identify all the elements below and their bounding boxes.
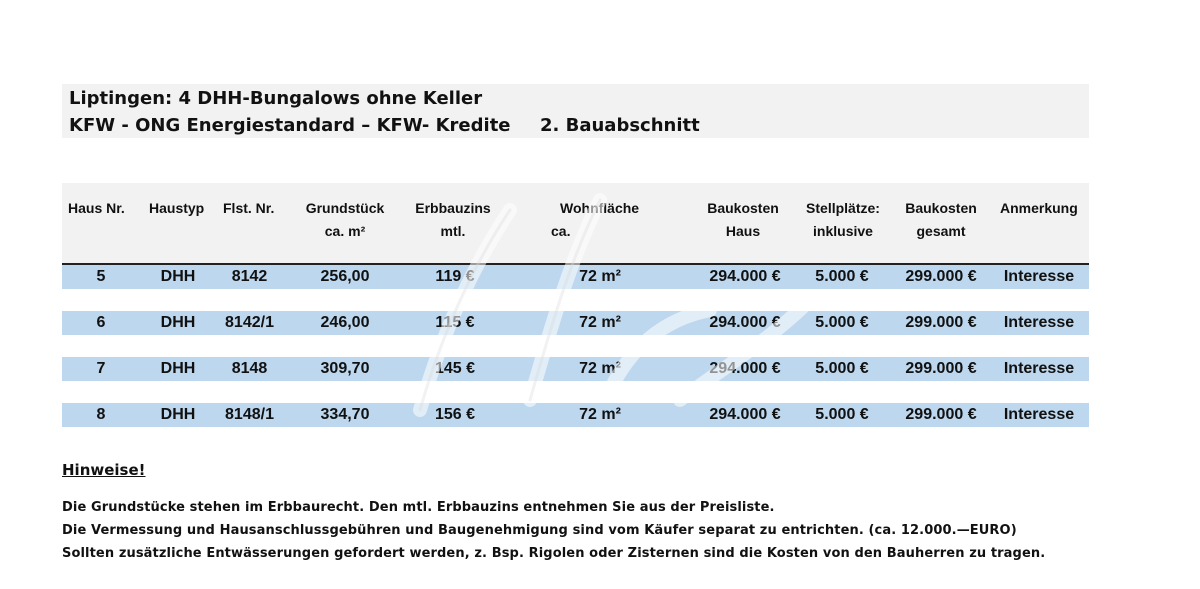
header-stellplaetze: Stellplätze: inklusive	[806, 200, 880, 239]
project-title: Liptingen: 4 DHH-Bungalows ohne Keller	[69, 88, 483, 109]
cell-flst-nr: 8148/1	[225, 406, 274, 423]
cell-haus-nr: 5	[96, 268, 106, 285]
note-line: Die Grundstücke stehen im Erbbaurecht. Den mtl. Erbbauzins entnehmen Sie aus der Preisliste.	[62, 500, 775, 515]
cell-stellplaetze: 5.000 €	[815, 406, 869, 423]
cell-stellplaetze: 5.000 €	[815, 360, 869, 377]
cell-anmerkung: Interesse	[1003, 314, 1075, 331]
header-baukosten-haus: Baukosten Haus	[707, 200, 779, 239]
cell-erbbauzins: 156 €	[434, 406, 476, 423]
cell-wohnflaeche: 72 m²	[579, 314, 621, 331]
cell-haus-nr: 7	[96, 360, 106, 377]
cell-erbbauzins: 115 €	[435, 314, 475, 331]
energy-standard-line: KFW - ONG Energiestandard – KFW- Kredite	[69, 115, 511, 136]
cell-baukosten-haus: 294.000 €	[709, 406, 781, 423]
header-anmerkung: Anmerkung	[1000, 200, 1078, 216]
title-block	[62, 84, 1089, 138]
cell-stellplaetze: 5.000 €	[815, 314, 869, 331]
cell-anmerkung: Interesse	[1003, 360, 1075, 377]
header-haustyp: Haustyp	[149, 200, 205, 216]
cell-erbbauzins: 145 €	[434, 360, 476, 377]
header-wohnflaeche: Wohnfläche ca.	[551, 200, 640, 239]
cell-flst-nr: 8142/1	[225, 314, 274, 331]
cell-baukosten-haus: 294.000 €	[709, 314, 781, 331]
cell-anmerkung: Interesse	[1003, 268, 1075, 285]
cell-haustyp: DHH	[160, 314, 196, 331]
cell-stellplaetze: 5.000 €	[815, 268, 869, 285]
cell-wohnflaeche: 72 m²	[579, 360, 621, 377]
cell-haustyp: DHH	[160, 406, 196, 423]
table-header	[62, 183, 1089, 265]
cell-haus-nr: 8	[96, 406, 106, 423]
cell-haus-nr: 6	[96, 314, 106, 331]
cell-haustyp: DHH	[160, 268, 196, 285]
cell-baukosten-haus: 294.000 €	[709, 360, 781, 377]
table-row	[62, 265, 1089, 289]
cell-baukosten-gesamt: 299.000 €	[905, 406, 977, 423]
cell-flst-nr: 8142	[231, 268, 268, 285]
cell-wohnflaeche: 72 m²	[579, 268, 621, 285]
cell-grundstueck: 309,70	[320, 360, 370, 377]
table-row	[62, 311, 1089, 335]
cell-grundstueck: 334,70	[320, 406, 370, 423]
cell-wohnflaeche: 72 m²	[579, 406, 621, 423]
cell-grundstueck: 256,00	[320, 268, 370, 285]
notes-heading: Hinweise!	[62, 461, 146, 479]
cell-haustyp: DHH	[160, 360, 196, 377]
cell-baukosten-gesamt: 299.000 €	[905, 314, 977, 331]
cell-anmerkung: Interesse	[1003, 406, 1075, 423]
cell-baukosten-haus: 294.000 €	[709, 268, 781, 285]
note-line: Die Vermessung und Hausanschlussgebühren und Baugenehmigung sind vom Käufer separat zu entrichten. (ca. 12.000.—EURO)	[62, 523, 1017, 538]
cell-grundstueck: 246,00	[320, 314, 370, 331]
note-line: Sollten zusätzliche Entwässerungen gefordert werden, z. Bsp. Rigolen oder Zisternen sind die Kosten von den Bauherren zu tragen.	[62, 546, 1046, 561]
header-erbbauzins: Erbbauzins mtl.	[415, 200, 491, 239]
header-grundstueck: Grundstück ca. m²	[305, 200, 385, 239]
header-baukosten-gesamt: Baukosten gesamt	[905, 200, 977, 239]
construction-phase: 2. Bauabschnitt	[540, 115, 700, 136]
cell-erbbauzins: 119 €	[435, 268, 475, 285]
cell-flst-nr: 8148	[231, 360, 268, 377]
table-row	[62, 403, 1089, 427]
header-flst-nr: Flst. Nr.	[223, 200, 275, 216]
header-haus-nr: Haus Nr.	[68, 200, 125, 216]
cell-baukosten-gesamt: 299.000 €	[905, 268, 977, 285]
table-row	[62, 357, 1089, 381]
cell-baukosten-gesamt: 299.000 €	[905, 360, 977, 377]
